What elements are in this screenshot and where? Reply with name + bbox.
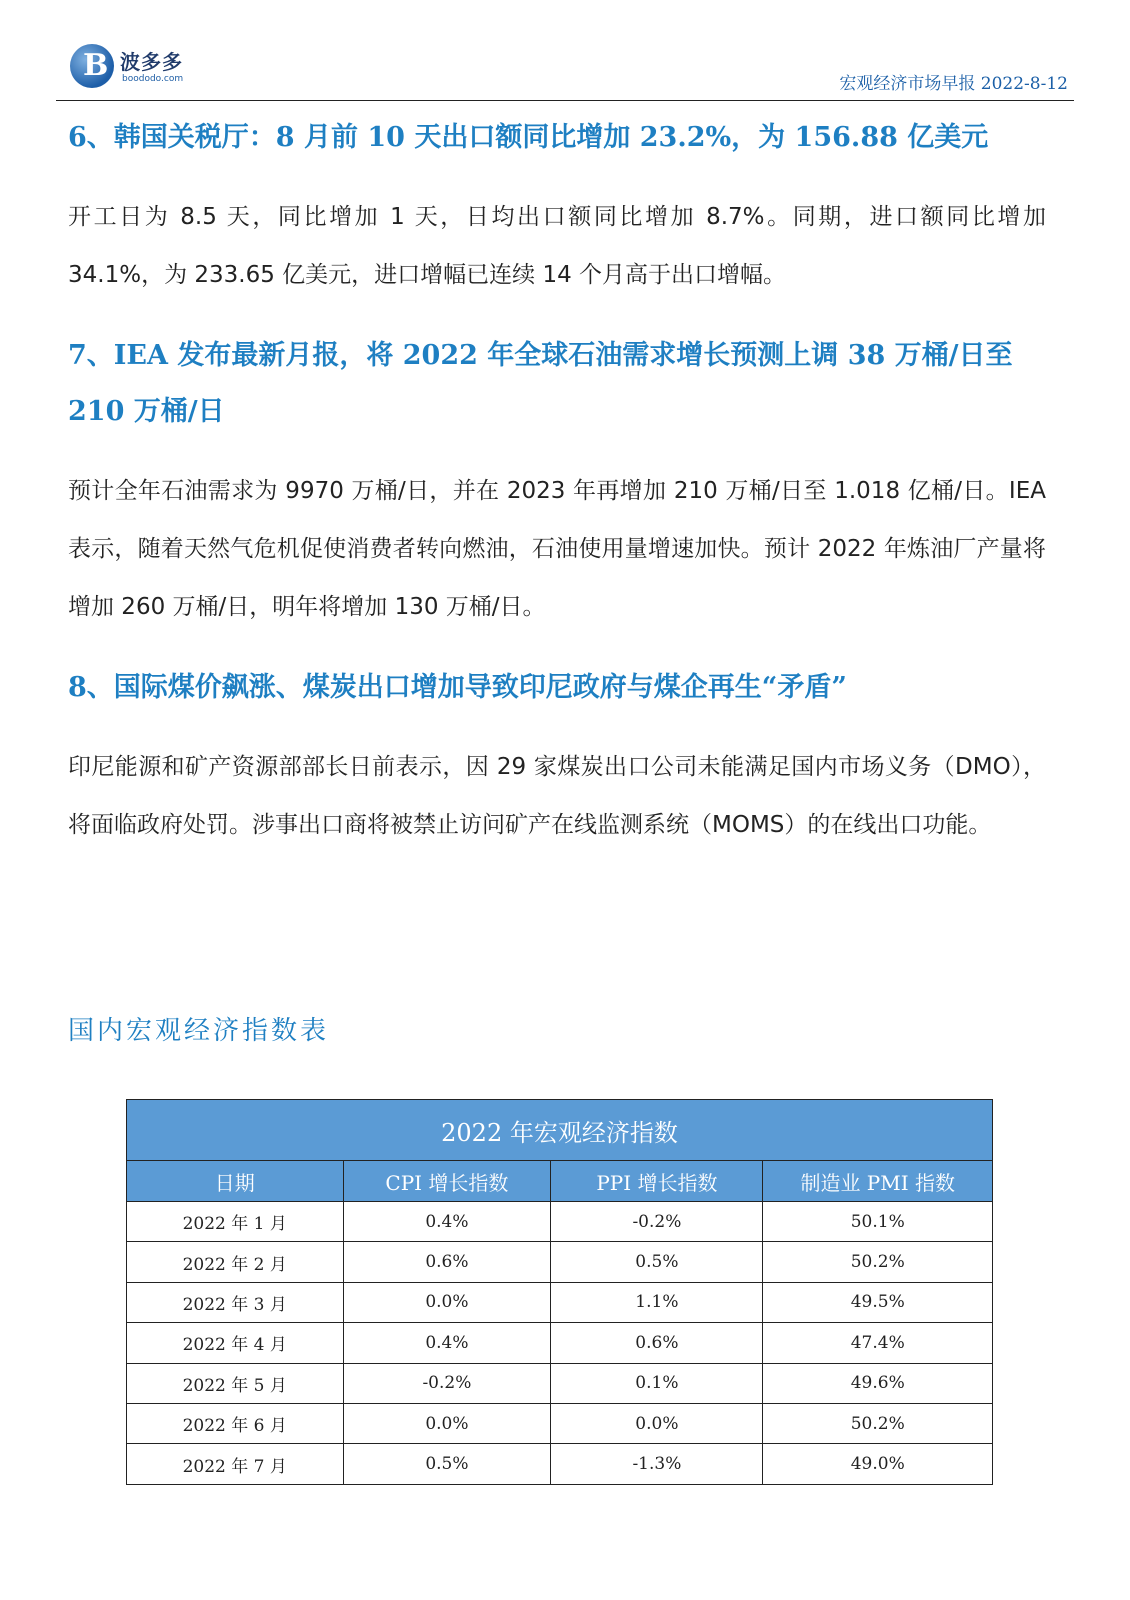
cell-ppi: 1.1% [551, 1282, 763, 1322]
logo-url: boododo.com [122, 74, 184, 84]
section-7-title: 7、IEA 发布最新月报，将 2022 年全球石油需求增长预测上调 38 万桶/日至 210 万桶/日 [68, 340, 1013, 427]
cell-pmi: 50.1% [763, 1202, 993, 1242]
table-row [127, 1403, 993, 1443]
table-row [127, 1444, 993, 1484]
logo-name: 波多多 [120, 50, 183, 74]
cell-date: 2022 年 4 月 [127, 1323, 344, 1363]
cell-ppi: -1.3% [551, 1444, 763, 1484]
cell-pmi: 49.6% [763, 1363, 993, 1403]
table-row [127, 1242, 993, 1282]
cell-pmi: 47.4% [763, 1323, 993, 1363]
cell-ppi: 0.0% [551, 1403, 763, 1443]
cell-date: 2022 年 5 月 [127, 1363, 344, 1403]
section-6-body: 开工日为 8.5 天，同比增加 1 天，日均出口额同比增加 8.7%。同期，进口额同比增加 34.1%，为 233.65 亿美元，进口增幅已连续 14 个月高于出口增幅。 [68, 204, 1046, 288]
section-8-title: 8、国际煤价飙涨、煤炭出口增加导致印尼政府与煤企再生“矛盾” [68, 672, 847, 703]
page-header [56, 38, 1074, 101]
logo-icon: B [70, 44, 114, 88]
cell-cpi: -0.2% [343, 1363, 551, 1403]
column-header-cpi: CPI 增长指数 [343, 1161, 551, 1202]
cell-ppi: 0.1% [551, 1363, 763, 1403]
section-8-body: 印尼能源和矿产资源部部长日前表示，因 29 家煤炭出口公司未能满足国内市场义务（DMO），将面临政府处罚。涉事出口商将被禁止访问矿产在线监测系统（MOMS）的在线出口功能。 [68, 754, 1046, 838]
column-header-pmi: 制造业 PMI 指数 [763, 1161, 993, 1202]
table-row [127, 1363, 993, 1403]
cell-date: 2022 年 2 月 [127, 1242, 344, 1282]
cell-pmi: 49.0% [763, 1444, 993, 1484]
cell-cpi: 0.4% [343, 1323, 551, 1363]
section-6-title: 6、韩国关税厅：8 月前 10 天出口额同比增加 23.2%，为 156.88 亿美元 [68, 122, 989, 153]
cell-cpi: 0.6% [343, 1242, 551, 1282]
table-row [127, 1323, 993, 1363]
report-title: 宏观经济市场早报 2022-8-12 [839, 74, 1068, 94]
cell-ppi: 0.5% [551, 1242, 763, 1282]
logo [70, 44, 230, 94]
cell-date: 2022 年 6 月 [127, 1403, 344, 1443]
cell-ppi: -0.2% [551, 1202, 763, 1242]
cell-date: 2022 年 7 月 [127, 1444, 344, 1484]
cell-date: 2022 年 1 月 [127, 1202, 344, 1242]
cell-cpi: 0.0% [343, 1282, 551, 1322]
section-7-body: 预计全年石油需求为 9970 万桶/日，并在 2023 年再增加 210 万桶/日至 1.018 亿桶/日。IEA 表示，随着天然气危机促使消费者转向燃油，石油使用量增速加快。预计 2022 年炼油厂产量将增加 260 万桶/日，明年将增加 130 万桶/日。 [68, 478, 1046, 620]
cell-pmi: 49.5% [763, 1282, 993, 1322]
table-row [127, 1282, 993, 1322]
table-row [127, 1202, 993, 1242]
article-content [68, 110, 1046, 854]
cell-date: 2022 年 3 月 [127, 1282, 344, 1322]
column-header-ppi: PPI 增长指数 [551, 1161, 763, 1202]
cell-cpi: 0.5% [343, 1444, 551, 1484]
cell-pmi: 50.2% [763, 1403, 993, 1443]
macro-index-table [126, 1099, 993, 1485]
cell-cpi: 0.0% [343, 1403, 551, 1443]
cell-ppi: 0.6% [551, 1323, 763, 1363]
table-caption: 2022 年宏观经济指数 [127, 1100, 993, 1161]
column-header-date: 日期 [127, 1161, 344, 1202]
cell-pmi: 50.2% [763, 1242, 993, 1282]
cell-cpi: 0.4% [343, 1202, 551, 1242]
table-section-title: 国内宏观经济指数表 [68, 1016, 330, 1046]
